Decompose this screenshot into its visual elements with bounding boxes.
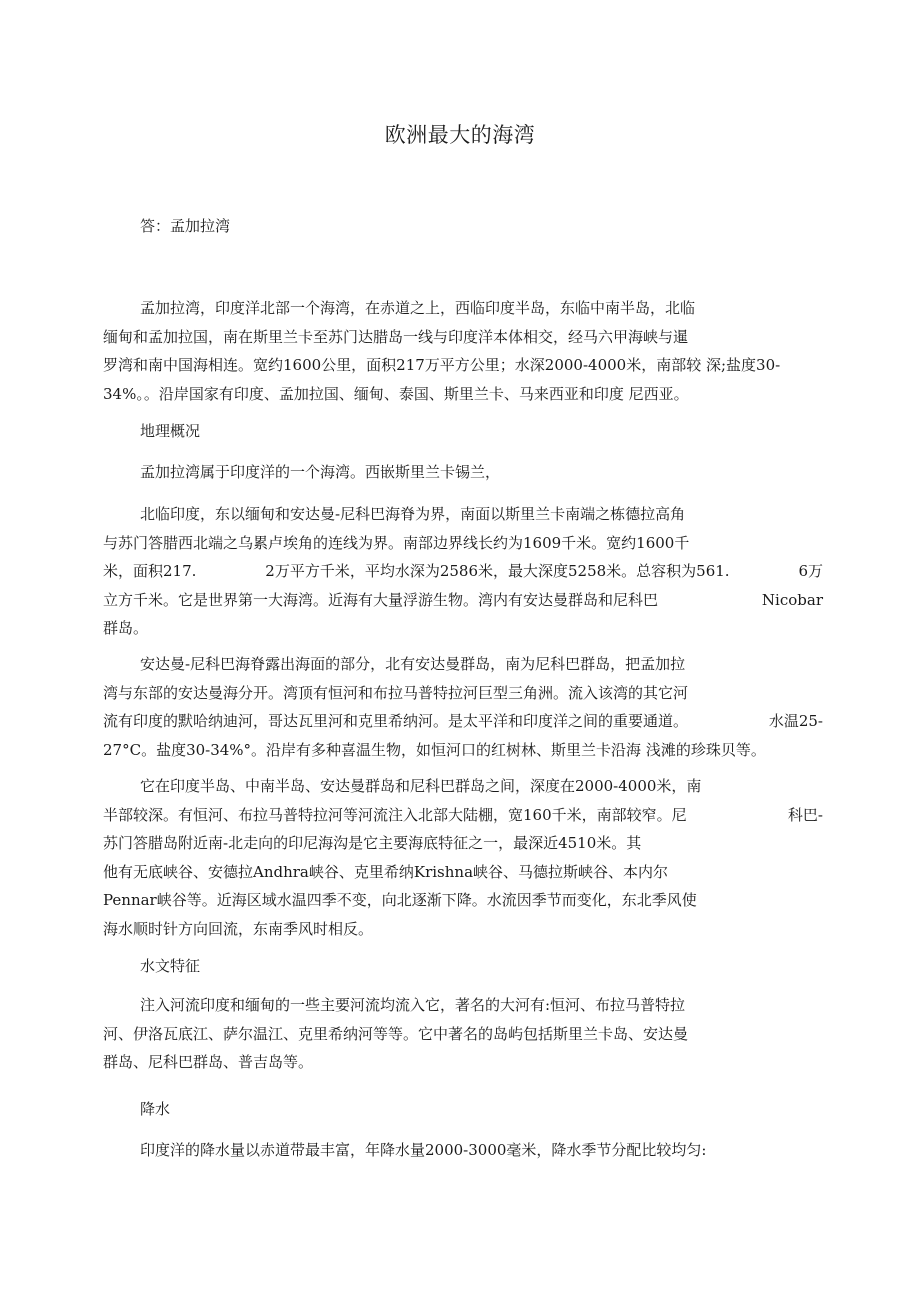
text-line: 海水顺时针方向回流，东南季风时相反。 bbox=[103, 919, 374, 938]
text-segment: 立方千米。它是世界第一大海湾。近海有大量浮游生物。湾内有安达曼群岛和尼科巴 bbox=[103, 590, 659, 609]
answer-paragraph bbox=[103, 212, 823, 241]
precipitation-paragraph bbox=[103, 1136, 823, 1165]
text-line: 缅甸和孟加拉国，南在斯里兰卡至苏门达腊岛一线与印度洋本体相交，经马六甲海峡与暹 bbox=[103, 327, 689, 346]
text-segment: 流有印度的默哈纳迪河，哥达瓦里河和克里希纳河。是太平洋和印度洋之间的重要通道。 bbox=[103, 712, 689, 731]
text-line bbox=[103, 707, 823, 736]
heading-text: 地理概况 bbox=[140, 422, 201, 440]
text-line: 它在印度半岛、中南半岛、安达曼群岛和尼科巴群岛之间，深度在2000-4000米，南 bbox=[140, 777, 702, 795]
text-line: 他有无底峡谷、安德拉Andhra峡谷、克里希纳Krishna峡谷、马德拉斯峡谷、本内尔 bbox=[103, 862, 669, 881]
text-line: 印度洋的降水量以赤道带最丰富，年降水量2000-3000毫米，降水季节分配比较均匀: bbox=[140, 1141, 707, 1159]
heading-text: 水文特征 bbox=[140, 957, 201, 975]
geography-intro-paragraph bbox=[103, 458, 823, 487]
text-line bbox=[103, 557, 823, 586]
seafloor-paragraph bbox=[103, 772, 823, 944]
text-line: 群岛、尼科巴群岛、普吉岛等。 bbox=[103, 1053, 314, 1072]
text-line: 安达曼-尼科巴海脊露出海面的部分，北有安达曼群岛，南为尼科巴群岛，把孟加拉 bbox=[140, 655, 686, 673]
text-line: 注入河流印度和缅甸的一些主要河流均流入它，著名的大河有:恒河、布拉马普特拉 bbox=[140, 996, 686, 1014]
heading-text: 降水 bbox=[140, 1100, 171, 1118]
text-line: 与苏门答腊西北端之乌累卢埃角的连线为界。南部边界线长约为1609千米。宽约1600千 bbox=[103, 533, 690, 552]
text-segment: 米，面积217. bbox=[103, 562, 197, 581]
page-title: 欧洲最大的海湾 bbox=[384, 123, 536, 147]
section-heading-geography bbox=[103, 417, 823, 446]
rivers-paragraph bbox=[103, 991, 823, 1077]
text-segment: 科巴- bbox=[787, 805, 823, 824]
text-segment: 水温25- bbox=[768, 712, 823, 731]
text-segment: 2万平方千米，平均水深为2586米，最大深度5258米。总容积为561. bbox=[265, 562, 730, 581]
section-heading-precipitation bbox=[103, 1095, 823, 1124]
text-line: 河、伊洛瓦底江、萨尔温江、克里希纳河等等。它中著名的岛屿包括斯里兰卡岛、安达曼 bbox=[103, 1024, 689, 1043]
text-segment: Nicobar bbox=[761, 590, 823, 609]
text-line: 孟加拉湾属于印度洋的一个海湾。西嵌斯里兰卡锡兰， bbox=[140, 463, 501, 481]
ridge-paragraph bbox=[103, 650, 823, 764]
text-line: Pennar峡谷等。近海区域水温四季不变，向北逐渐下降。水流因季节而变化，东北季风使 bbox=[103, 891, 697, 910]
text-line: 苏门答腊岛附近南-北走向的印尼海沟是它主要海底特征之一，最深近4510米。其 bbox=[103, 834, 642, 853]
text-segment: 半部较深。有恒河、布拉马普特拉河等河流注入北部大陆棚，宽160千米，南部较窄。尼 bbox=[103, 805, 687, 824]
text-line: 罗湾和南中国海相连。宽约1600公里，面积217万平方公里；水深2000-4000米，南部较 深;盐度30- bbox=[103, 356, 781, 375]
intro-paragraph bbox=[103, 294, 823, 408]
geography-boundary-paragraph bbox=[103, 500, 823, 643]
text-line: 北临印度，东以缅甸和安达曼-尼科巴海脊为界，南面以斯里兰卡南端之栋德拉高角 bbox=[140, 505, 686, 523]
text-segment: 6万 bbox=[798, 562, 823, 581]
answer-text: 答：孟加拉湾 bbox=[140, 217, 231, 235]
text-line: 34%。。沿岸国家有印度、孟加拉国、缅甸、泰国、斯里兰卡、马来西亚和印度 尼西亚。 bbox=[103, 384, 689, 403]
text-line: 群岛。 bbox=[103, 619, 149, 638]
text-line: 孟加拉湾，印度洋北部一个海湾，在赤道之上，西临印度半岛，东临中南半岛，北临 bbox=[140, 299, 696, 317]
text-line bbox=[103, 801, 823, 830]
section-heading-hydrology bbox=[103, 952, 823, 981]
text-line: 湾与东部的安达曼海分开。湾顶有恒河和布拉马普特拉河巨型三角洲。流入该湾的其它河 bbox=[103, 683, 689, 702]
text-line: 27°C。盐度30-34%°。沿岸有多种喜温生物，如恒河口的红树林、斯里兰卡沿海 浅滩的珍珠贝等。 bbox=[103, 740, 766, 759]
text-line bbox=[103, 586, 823, 615]
